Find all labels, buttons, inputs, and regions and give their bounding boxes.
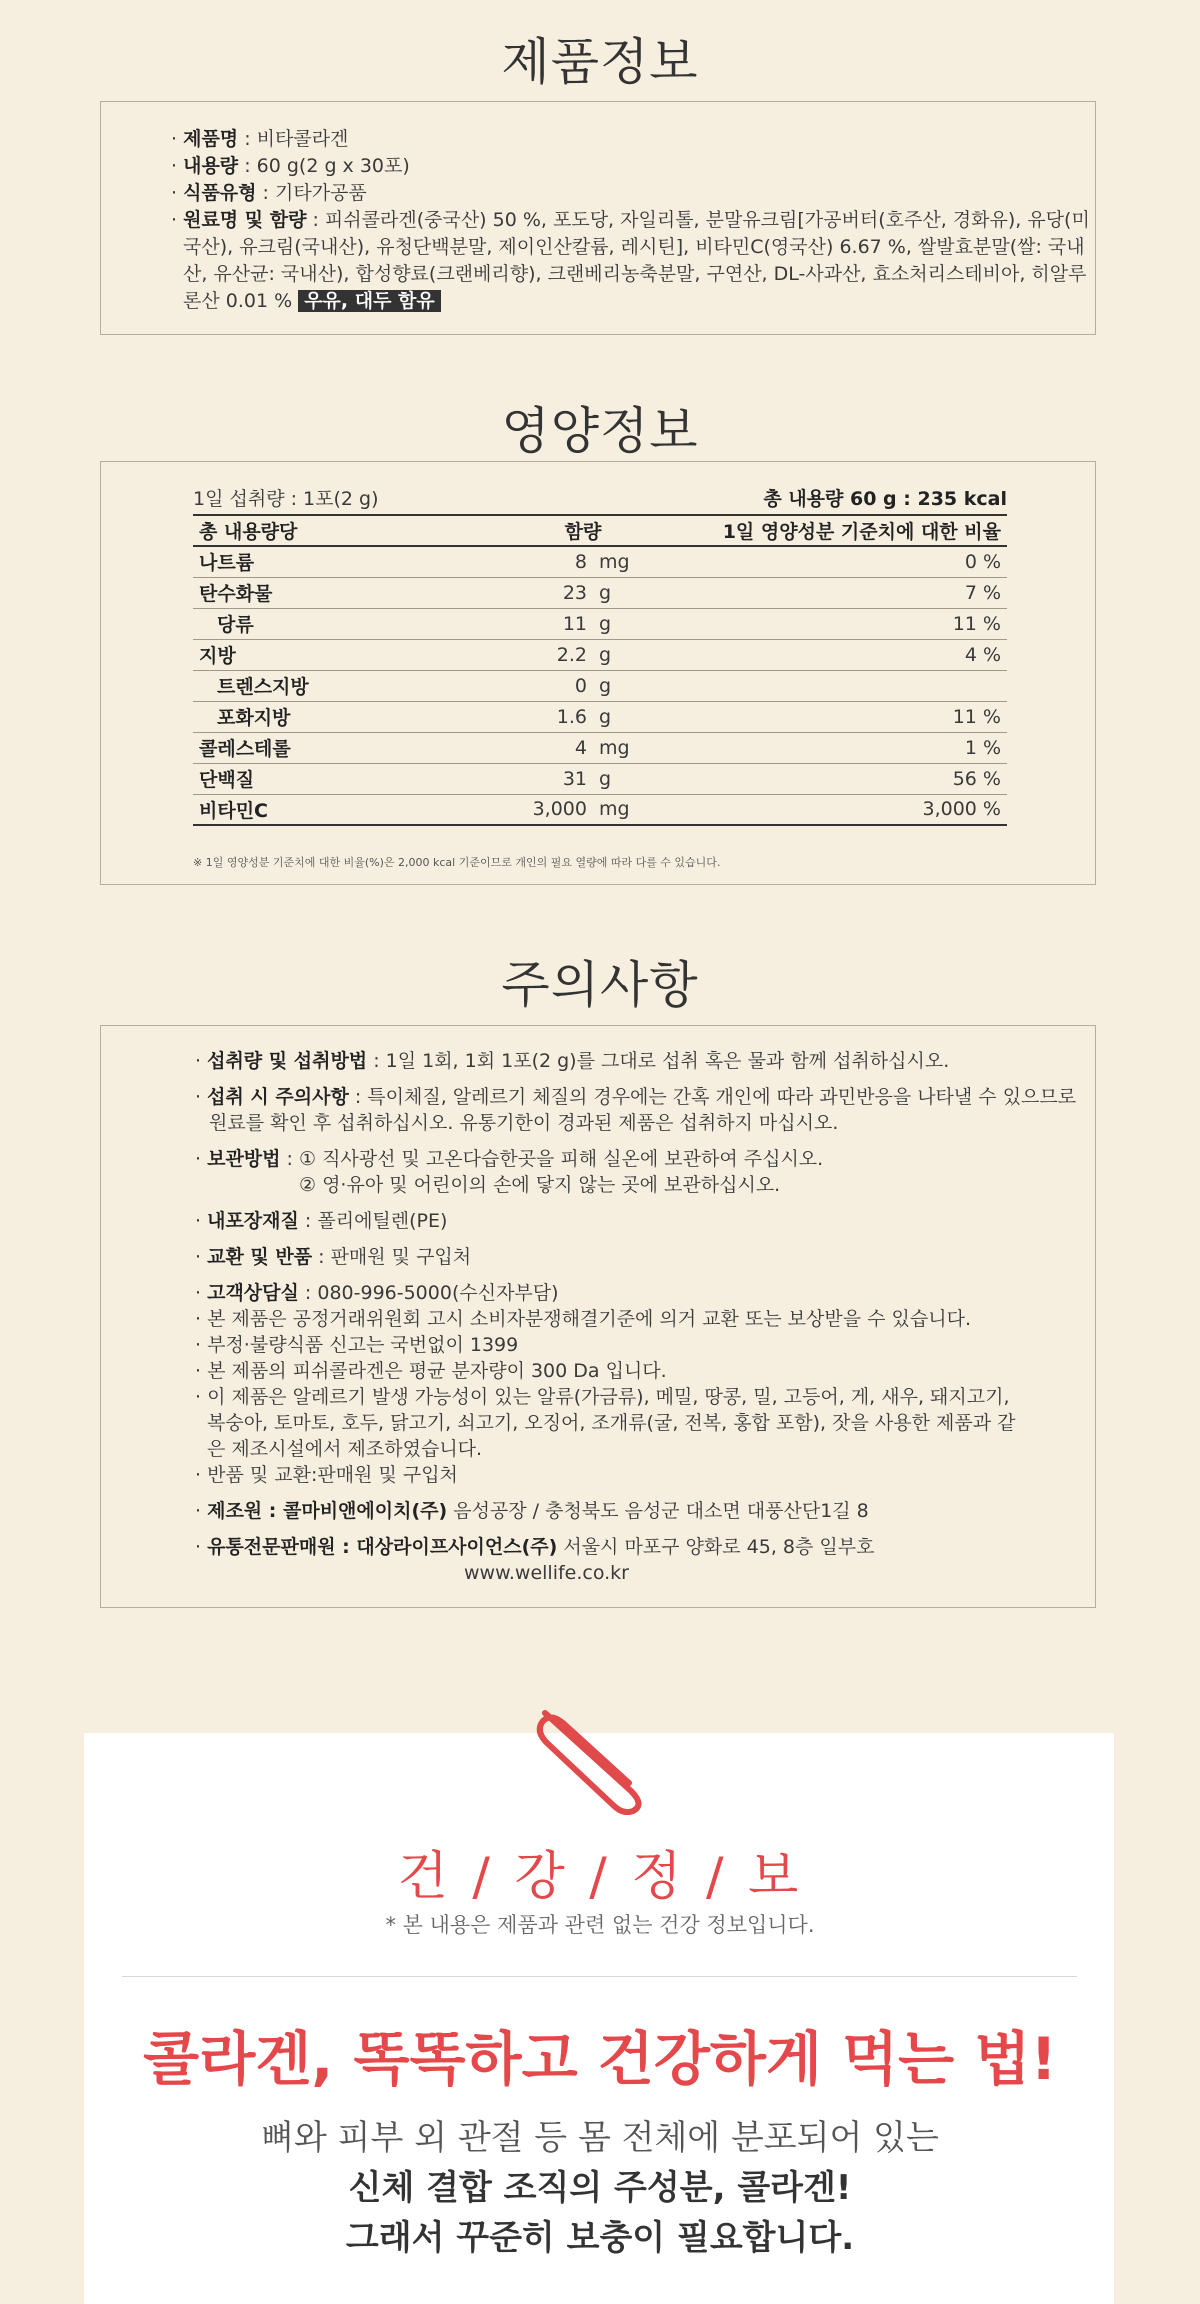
table-cell: 콜레스테롤 — [193, 732, 483, 763]
table-cell: g — [593, 670, 683, 701]
list-item: · 보관방법 : ① 직사광선 및 고온다습한곳을 피해 실온에 보관하여 주십시오. ② 영·유아 및 어린이의 손에 닿지 않는 곳에 보관하십시오. — [195, 1148, 824, 1196]
table-cell: 2.2 — [483, 639, 593, 670]
nutrition-note: ※ 1일 영양성분 기준치에 대한 비율(%)은 2,000 kcal 기준이므로 개인의 필요 열량에 따라 다를 수 있습니다. — [193, 856, 721, 869]
table-header-row — [193, 515, 1007, 546]
table-cell: 당류 — [193, 608, 483, 639]
table-cell: g — [593, 639, 683, 670]
list-item: · 제조원 : 콜마비앤에이치(주) 음성공장 / 충청북도 음성군 대소면 대풍산단1길 8 — [195, 1500, 869, 1522]
column-header: 1일 영양성분 기준치에 대한 비율 — [683, 515, 1007, 546]
table-row — [193, 608, 1007, 639]
nutrition-title: 영양정보 — [501, 402, 699, 460]
list-item: · 내포장재질 : 폴리에틸렌(PE) — [195, 1210, 448, 1232]
product-info-box — [100, 101, 1096, 335]
table-cell: 7 % — [683, 577, 1007, 608]
table-cell: 31 — [483, 763, 593, 794]
table-cell: 0 — [483, 670, 593, 701]
table-row — [193, 639, 1007, 670]
list-item: · 반품 및 교환:판매원 및 구입처 — [195, 1464, 458, 1486]
nutrition-table — [193, 514, 1007, 826]
table-cell: 지방 — [193, 639, 483, 670]
table-cell: 비타민C — [193, 794, 483, 825]
product-info-list — [101, 102, 1095, 315]
list-item: · 교환 및 반품 : 판매원 및 구입처 — [195, 1246, 472, 1268]
allergy-badge: 우유, 대두 함유 — [298, 290, 441, 312]
list-item: · 내용량 : 60 g(2 g x 30포) — [171, 155, 410, 177]
table-cell: 3,000 — [483, 794, 593, 825]
table-cell: mg — [593, 794, 683, 825]
table-cell: 56 % — [683, 763, 1007, 794]
table-cell: 단백질 — [193, 763, 483, 794]
paperclip-icon — [533, 1705, 663, 1815]
product-info-title: 제품정보 — [501, 33, 699, 91]
table-cell — [683, 670, 1007, 701]
table-row — [193, 670, 1007, 701]
table-cell: g — [593, 608, 683, 639]
table-cell: 0 % — [683, 546, 1007, 577]
nutrition-header — [193, 484, 1007, 511]
table-cell: mg — [593, 546, 683, 577]
list-item: · 제품명 : 비타콜라겐 — [171, 128, 349, 150]
table-cell: 1.6 — [483, 701, 593, 732]
table-row — [193, 701, 1007, 732]
table-cell: 4 — [483, 732, 593, 763]
list-item: · 식품유형 : 기타가공품 — [171, 182, 367, 204]
table-cell: 11 — [483, 608, 593, 639]
divider — [122, 1976, 1077, 1977]
health-line-1: 뼈와 피부 외 관절 등 몸 전체에 분포되어 있는 — [261, 2118, 939, 2158]
website-url: www.wellife.co.kr — [464, 1562, 629, 1584]
table-cell: 탄수화물 — [193, 577, 483, 608]
table-cell: 4 % — [683, 639, 1007, 670]
list-item: · 부정·불량식품 신고는 국번없이 1399 — [195, 1334, 519, 1356]
health-headline: 콜라겐, 똑똑하고 건강하게 먹는 법! — [143, 2025, 1057, 2093]
column-header: 함량 — [483, 515, 683, 546]
table-row — [193, 763, 1007, 794]
nutrition-box — [100, 461, 1096, 885]
table-cell: 3,000 % — [683, 794, 1007, 825]
caution-box — [100, 1025, 1096, 1608]
table-cell: 나트륨 — [193, 546, 483, 577]
table-cell: 8 — [483, 546, 593, 577]
list-item: · 고객상담실 : 080-996-5000(수신자부담) — [195, 1282, 559, 1304]
health-info-subtitle: * 본 내용은 제품과 관련 없는 건강 정보입니다. — [385, 1913, 815, 1937]
table-cell: mg — [593, 732, 683, 763]
list-item: · 섭취량 및 섭취방법 : 1일 1회, 1회 1포(2 g)를 그대로 섭취 혹은 물과 함께 섭취하십시오. — [195, 1050, 950, 1072]
serving-size: 1일 섭취량 : 1포(2 g) — [193, 488, 379, 510]
list-item: · 이 제품은 알레르기 발생 가능성이 있는 알류(가금류), 메밀, 땅콩, 밀, 고등어, 게, 새우, 돼지고기, 복숭아, 토마토, 호두, 닭고기, 쇠고기, 오징어, 조개류(굴, 전복, 홍합 포함), 잣을 사용한 제품과 같은 제조시설에서 제조하였습니다. — [195, 1386, 1016, 1460]
caution-title: 주의사항 — [501, 956, 699, 1014]
table-cell: 23 — [483, 577, 593, 608]
list-item: · 본 제품의 피쉬콜라겐은 평균 분자량이 300 Da 입니다. — [195, 1360, 667, 1382]
table-row — [193, 732, 1007, 763]
table-cell: 포화지방 — [193, 701, 483, 732]
table-cell: g — [593, 577, 683, 608]
column-header: 총 내용량당 — [193, 515, 483, 546]
table-cell: 11 % — [683, 608, 1007, 639]
list-item: · 본 제품은 공정거래위원회 고시 소비자분쟁해결기준에 의거 교환 또는 보상받을 수 있습니다. — [195, 1308, 971, 1330]
list-item: · 원료명 및 함량 : 피쉬콜라겐(중국산) 50 %, 포도당, 자일리톨, 분말유크림[가공버터(호주산, 경화유), 유당(미국산), 유크림(국내산), 유청단백분말, 제이인산칼륨, 레시틴], 비타민C(영국산) 6.67 %, 쌀발효분말(쌀: 국내산, 유산균: 국내산), 합성향료(크랜베리향), 크랜베리농축분말, 구연산, DL-사과산, 효소처리스테비아, 히알루론산 0.01 % 우유, 대두 함유 — [171, 209, 1090, 312]
table-cell: g — [593, 701, 683, 732]
list-item: · 섭취 시 주의사항 : 특이체질, 알레르기 체질의 경우에는 간혹 개인에 따라 과민반응을 나타낼 수 있으므로 원료를 확인 후 섭취하십시오. 유통기한이 경과된 제품은 섭취하지 마십시오. — [195, 1086, 1077, 1134]
table-row — [193, 794, 1007, 825]
health-line-2: 신체 결합 조직의 주성분, 콜라겐! — [348, 2168, 852, 2208]
health-line-3: 그래서 꾸준히 보충이 필요합니다. — [345, 2218, 855, 2258]
table-row — [193, 577, 1007, 608]
table-cell: 1 % — [683, 732, 1007, 763]
caution-list — [101, 1026, 1095, 1586]
health-info-title: 건 / 강 / 정 / 보 — [397, 1847, 803, 1907]
table-cell: g — [593, 763, 683, 794]
table-cell: 트렌스지방 — [193, 670, 483, 701]
total-calories: 총 내용량 60 g : 235 kcal — [763, 488, 1007, 510]
list-item: · 유통전문판매원 : 대상라이프사이언스(주) 서울시 마포구 양화로 45, 8층 일부호 www.wellife.co.kr — [195, 1534, 1095, 1586]
table-cell: 11 % — [683, 701, 1007, 732]
table-row — [193, 546, 1007, 577]
